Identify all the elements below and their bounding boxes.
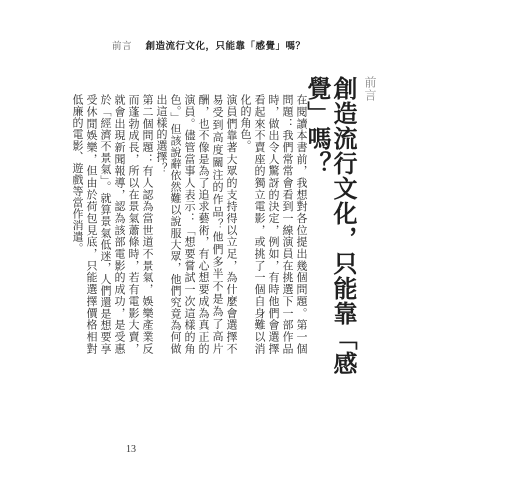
chapter-label: 前言 [363,76,377,102]
chapter-title: 創造流行文化，只能靠「感覺」嗎？ [303,76,358,376]
running-head [112,40,412,54]
body-text [71,94,308,354]
paragraph: 第二個問題：有人認為當世道不景氣，娛樂產業反而蓬勃成長，所以在景氣蕭條時，若有電影大賣，就會出現新聞報導，認為該部電影的成功，是受惠於「經濟不景氣」。就算景氣低迷，人們還是想要享受休閒娛樂，但由於荷包見底，只能選擇價格相對低廉的電影、遊戲等當作消遣。 [71,94,154,354]
paragraph: 在閱讀本書前，我想對各位提出幾個問題。第一個問題：我們常常會看到一線演員在挑選下一部作品時，做出令人驚訝的決定，例如，有時他們會選擇看起來不賣座的獨立電影，或挑了一個自身難以消化的角色。 [239,94,308,354]
paragraph: 演員們靠著大眾的支持得以立足，為什麼會選擇不易受到高度關注的作品？他們多半不是為了高片酬，也不像是為了追求藝術，有心想要成為真正的演員。儘管當事人表示：「想要嘗試一次這樣的角色。」但該說辭依然難以說服大眾，他們究竟為何做出這樣的選擇？ [155,94,238,354]
running-head-section: 前言 [112,41,133,52]
running-head-title: 創造流行文化，只能靠「感覺」嗎？ [145,41,306,52]
page-number: 13 [126,444,136,455]
